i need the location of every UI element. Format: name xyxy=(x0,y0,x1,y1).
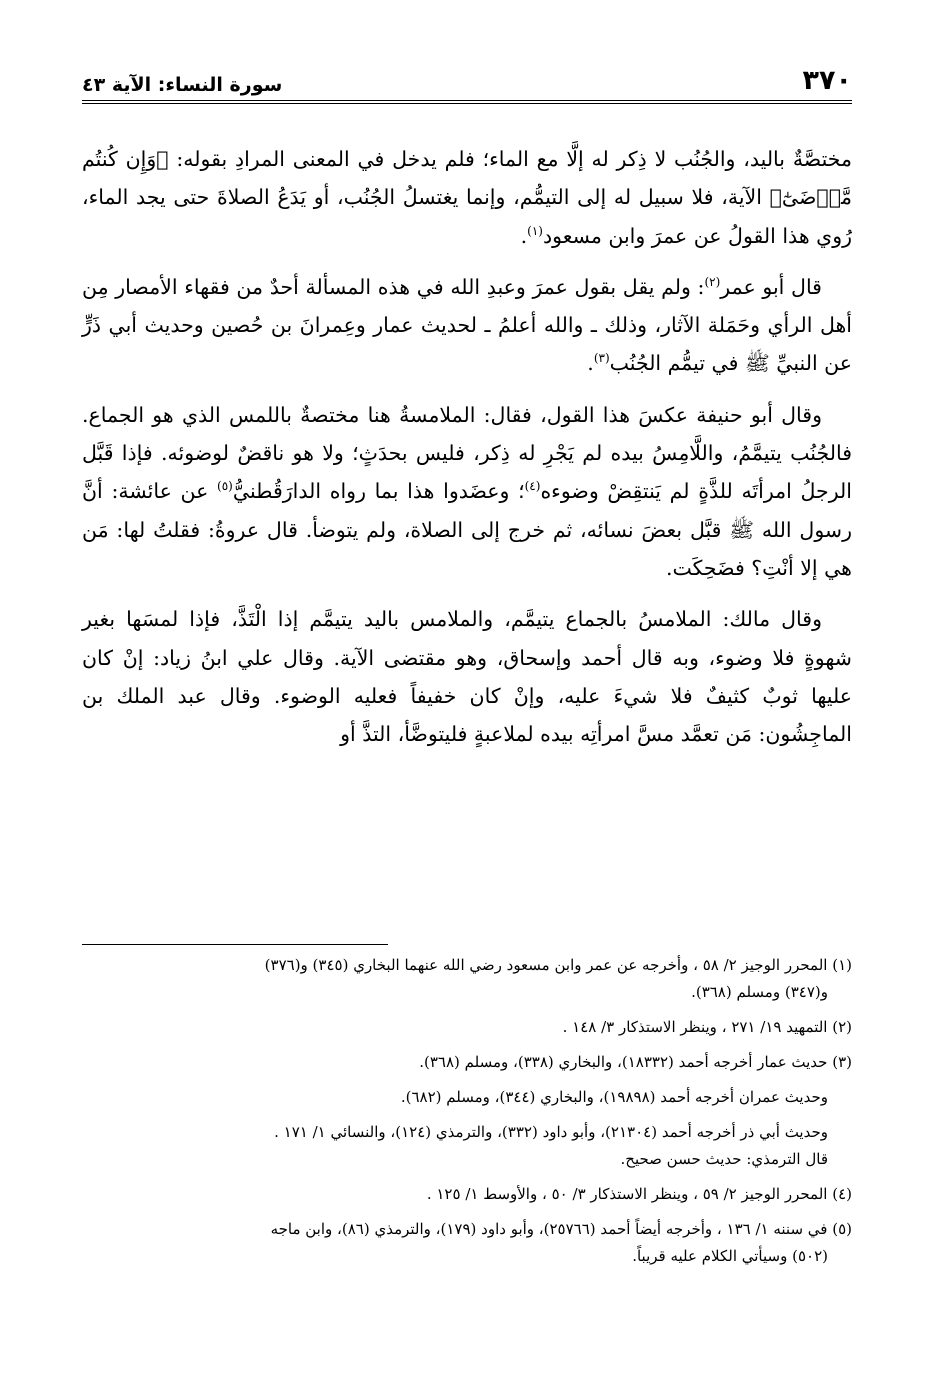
footnote-line: وحديث أبي ذر أخرجه أحمد (٢١٣٠٤)، وأبو داود (٣٣٢)، والترمذي (١٢٤)، والنسائي ١/ ١٧١ . xyxy=(274,1123,828,1141)
footnote-ref[interactable]: (٢) xyxy=(704,275,721,290)
page-header xyxy=(82,56,852,96)
footnote-line: (٥٠٢) وسيأتي الكلام عليه قريباً. xyxy=(632,1247,828,1265)
text-line: . xyxy=(520,223,528,248)
paragraph-2 xyxy=(82,268,852,383)
text-line: قال أبو عمر xyxy=(720,274,822,299)
text-line: مختصَّةٌ باليد، والجُنُب لا ذِكر له إلَّا مع الماء؛ فلم يدخل في المعنى المرادِ بقوله: xyxy=(176,147,852,171)
footnote-3-cont xyxy=(82,1119,852,1173)
paragraph-3 xyxy=(82,396,852,587)
text-line: الدارَقُطنيُّ xyxy=(232,479,322,504)
main-text xyxy=(82,140,852,766)
footnote-1 xyxy=(82,952,852,1006)
text-line: الجماع. فالجُنُب يتيمَّمُ، واللَّامِسُ بيده لم يَجْرِ له ذِكر، فليس بحدَثٍ؛ ولا هو ناقضٌ xyxy=(82,402,852,466)
text-line: ﴿وَإِن كُنتُم مَّرۡضَىٰٓ﴾ الآية، فلا سبيل له إلى التيمُّم، وإنما يغتسلُ الجُنُب، أو يَدَعُ xyxy=(82,147,852,210)
footnote-separator xyxy=(82,944,388,945)
footnote-line: قال الترمذي: حديث حسن صحيح. xyxy=(620,1150,828,1168)
footnote-ref[interactable]: (١) xyxy=(527,223,543,238)
footnote-ref[interactable]: (٥) xyxy=(217,479,233,494)
footnote-line: (٥) في سننه ١/ ١٣٦ ، وأخرجه أيضاً أحمد (٢٥٧٦٦)، وأبو داود (١٧٩)، والترمذي (٨٦)، وابن ماجه xyxy=(270,1220,852,1238)
footnote-line: (١) المحرر الوجيز ٢/ ٥٨ ، وأخرجه عن عمر وابن مسعود رضي الله عنهما البخاري (٣٤٥) و(٣٧٦) xyxy=(264,956,852,974)
text-line: ؛ وعضَدوا هذا بما رواه xyxy=(329,479,525,504)
footnote-2: (٢) التمهيد ١٩/ ٢٧١ ، وينظر الاستذكار ٣/ ١٤٨ . xyxy=(562,1018,852,1036)
footnote-ref[interactable]: (٤) xyxy=(524,479,541,494)
footnote-3: (٣) حديث عمار أخرجه أحمد (١٨٣٣٢)، والبخاري (٣٣٨)، ومسلم (٣٦٨). xyxy=(419,1053,852,1071)
text-line: وقال مالك: الملامسُ بالجماع يتيمَّم، والملامس باليد يتيمَّم إذا الْتَذَّ، فإذا xyxy=(189,607,822,632)
paragraph-1 xyxy=(82,140,852,255)
text-line: عن عائشة: أنَّ رسول الله ﷺ قبَّل بعضَ نسائه، ثم خرج إلى الصلاة، xyxy=(82,479,852,542)
paragraph-4 xyxy=(82,600,852,753)
text-line: . xyxy=(587,351,594,376)
text-line: وقال عبد الملك بن الماجِشُون: مَن تعمَّد مسَّ امرأتِه بيده لملاعبةٍ فليتوضَّأ، التذَّ أو xyxy=(82,683,852,747)
footnote-4: (٤) المحرر الوجيز ٢/ ٥٩ ، وينظر الاستذكار ٣/ ٥٠ ، والأوسط ١/ ١٢٥ . xyxy=(426,1185,852,1203)
text-line: حُصين وحديث أبي ذَرٍّ عن النبيِّ ﷺ في تيمُّم الجُنُب xyxy=(82,313,852,376)
footnote-line: و(٣٤٧) ومسلم (٣٦٨). xyxy=(691,983,828,1001)
text-line: لمسَها بغير شهوةٍ فلا وضوء، وبه قال أحمد وإسحاق، وهو مقتضى الآية. وقال علي xyxy=(82,607,852,670)
footnote-3-cont: وحديث عمران أخرجه أحمد (١٩٨٩٨)، والبخاري (٣٤٤)، ومسلم (٦٨٢). xyxy=(400,1088,828,1106)
running-title: سورة النساء: الآية ٤٣ xyxy=(82,74,283,96)
page-number: ٣٧٠ xyxy=(802,65,852,96)
footnotes xyxy=(82,952,852,1278)
text-line: وقال أبو حنيفة عكسَ هذا القول، فقال: الملامسةُ هنا مختصةٌ باللمس الذي هو xyxy=(152,402,822,427)
text-line: : ولم يقل بقول عمرَ وعبدِ الله في هذه المسألة أحدٌ من فقهاء xyxy=(184,274,705,299)
text-line: الأمصار مِن أهل الرأي وحَمَلة الآثار، وذلك ـ والله أعلمُ ـ لحديث عمار وعِمرانَ بن xyxy=(82,274,852,338)
footnote-5 xyxy=(82,1216,852,1270)
text-line: لوضوئه. فإذا قَبَّل الرجلُ امرأتَه للذَّةٍ لم يَنتقِضْ وضوءه xyxy=(82,441,852,504)
text-line: الصلاةَ حتى يجد الماء، رُوي هذا القولُ عن عمرَ وابن مسعود xyxy=(82,185,852,248)
header-rule xyxy=(82,100,852,104)
text-line: ولم يتوضأ. قال عروةُ: فقلتُ لها: مَن هي إلا أنْتِ؟ فضَحِكَت. xyxy=(82,517,852,580)
footnote-ref[interactable]: (٣) xyxy=(593,351,610,366)
text-line: ابنُ زياد: إنْ كان عليها ثوبٌ كثيفٌ فلا شيءَ عليه، وإنْ كان خفيفاً فعليه الوضوء. xyxy=(82,645,852,708)
